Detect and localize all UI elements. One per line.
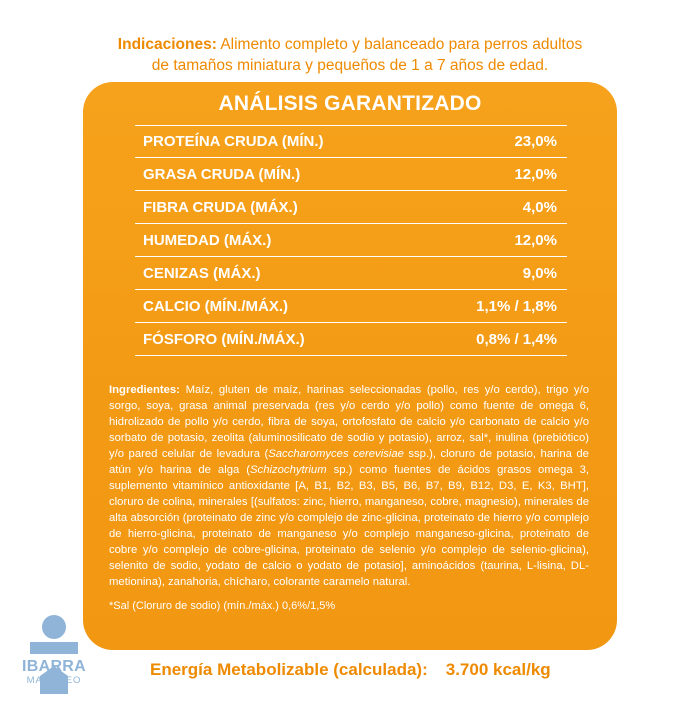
table-row <box>135 191 567 224</box>
table-row <box>135 125 567 158</box>
ingredients-part-a: Maíz, gluten de maíz, harinas seleccionadas (pollo, res y/o cerdo), trigo y/o sorgo, soya, grasa animal preservada (res y/o cerdo y/o pollo) como fuente de omega 6, hidrolizado de pollo y/o cerdo, fibra de soya, ortofosfato de calcio y/o carbonato de calcio y/o sorbato de potasio, zeolita (aluminosilicato de sodio y potasio), arroz, sal*, inulina (prebiótico) y/o pared celular de levadura ( <box>109 384 589 460</box>
energy-line <box>150 660 551 680</box>
ingredients-text <box>109 382 589 590</box>
salt-note: *Sal (Cloruro de sodio) (mín./máx.) 0,6%/1,5% <box>109 600 336 612</box>
energy-label: Energía Metabolizable (calculada): <box>150 660 428 679</box>
row-value: 23,0% <box>514 133 557 150</box>
table-row <box>135 158 567 191</box>
row-label: CENIZAS (MÁX.) <box>143 264 261 282</box>
nutrition-panel <box>83 82 617 650</box>
row-label: PROTEÍNA CRUDA (MÍN.) <box>143 133 324 150</box>
indications-line1: Alimento completo y balanceado para perros adultos <box>220 36 583 53</box>
row-value: 1,1% / 1,8% <box>476 297 557 315</box>
ingredients-italic-a: Saccharomyces cerevisiae <box>268 448 404 460</box>
row-value: 9,0% <box>522 264 557 282</box>
ingredients-part-c: sp.) como fuentes de ácidos grasos omega 3, suplemento vitamínico antioxidante [A, B1, B2, B3, B5, B6, B7, B9, B12, D3, E, K3, BHT], cloruro de colina, minerales [(sulfatos: zinc, hierro, manganeso, cobre, magnesio), minerales de alta absorción (proteinato de zinc y/o complejo de zinc-glicina, proteinato de hierro y/o complejo de hierro-glicina, proteinato de manganeso y/o complejo manganeso-glicina, proteinato de cobre y/o complejo de cobre-glicina, proteinato de selenio y/o complejo de selenio-glicina), selenito de sodio, yodato de calcio o yodato de potasio], aminoácidos (taurina, L-lisina, DL-metionina), zanahoria, chícharo, colorante caramelo natural. <box>109 464 589 588</box>
logo-line1: IBARRA <box>22 658 87 675</box>
indications-text <box>60 34 640 76</box>
ingredients-label: Ingredientes: <box>109 384 180 396</box>
row-value: 4,0% <box>522 198 557 216</box>
row-label: FIBRA CRUDA (MÁX.) <box>143 198 298 216</box>
table-row <box>135 323 567 356</box>
indications-label: Indicaciones: <box>117 36 217 53</box>
row-value: 0,8% / 1,4% <box>476 330 557 348</box>
row-label: HUMEDAD (MÁX.) <box>143 231 272 249</box>
ingredients-part-b: ssp.), cloruro de potasio, harina de atún y/o harina de alga ( <box>109 448 589 476</box>
row-label: GRASA CRUDA (MÍN.) <box>143 165 301 183</box>
row-value: 12,0% <box>514 165 557 183</box>
table-row <box>135 290 567 323</box>
indications-line2: de tamaños miniatura y pequeños de 1 a 7 años de edad. <box>151 57 549 74</box>
analysis-table <box>135 125 567 356</box>
energy-value: 3.700 kcal/kg <box>445 660 551 679</box>
analysis-title: ANÁLISIS GARANTIZADO <box>218 92 482 115</box>
ingredients-italic-b: Schizochytrium <box>250 464 327 476</box>
table-row <box>135 257 567 290</box>
row-label: CALCIO (MÍN./MÁX.) <box>143 297 288 315</box>
logo-text <box>22 658 86 686</box>
logo-line2: MAYOREO <box>26 675 82 686</box>
table-row <box>135 224 567 257</box>
row-value: 12,0% <box>514 231 557 249</box>
row-label: FÓSFORO (MÍN./MÁX.) <box>143 330 305 348</box>
